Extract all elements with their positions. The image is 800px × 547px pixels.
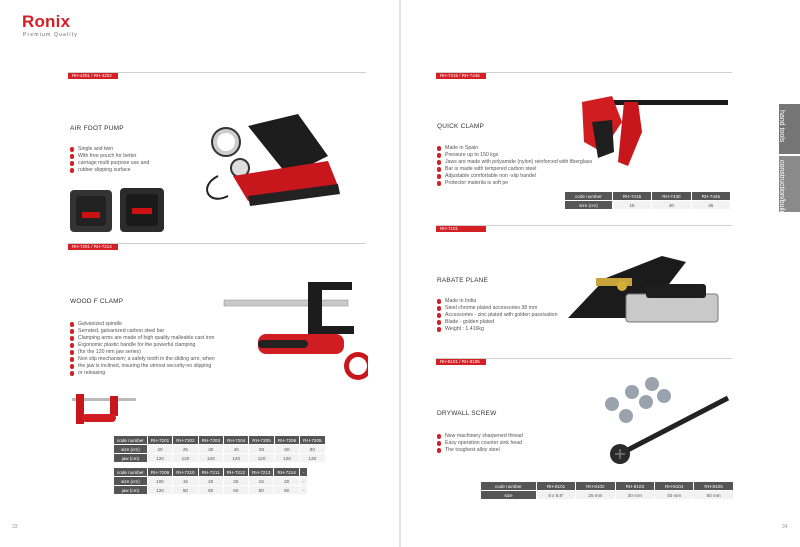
small-clamp-image	[70, 392, 140, 428]
table-cell: 120	[275, 454, 299, 462]
code-bar-quick-clamp	[436, 73, 486, 79]
brand-tagline: Premium Quality	[23, 32, 78, 38]
table-cell: RH-8102	[576, 482, 614, 490]
bullet-item: Adjustable comfortable non -slip handel	[437, 173, 592, 180]
table-cell: 15	[173, 477, 197, 485]
table-cell: 50	[173, 486, 197, 494]
bullet-item: Blade - golden plated	[437, 319, 557, 326]
table-cell: 40	[224, 445, 248, 453]
table-row	[114, 477, 307, 485]
table-header-row	[481, 482, 733, 490]
bullet-item: Bar is made with tempered carbon steel	[437, 166, 592, 173]
table-cell: 15	[613, 201, 651, 209]
bullet-item: Made in Spain	[437, 145, 592, 152]
table-cell: code number	[481, 482, 536, 490]
table-cell: 15	[249, 477, 273, 485]
bullets-wood-clamp	[70, 321, 215, 377]
title-air-foot-pump: AIR FOOT PUMP	[70, 125, 124, 132]
table-row	[114, 454, 325, 462]
table-header-row	[114, 436, 325, 444]
bullet-item: Made in India	[437, 298, 557, 305]
table-cell: 25	[173, 445, 197, 453]
table-cell: -	[300, 468, 308, 476]
wood-f-clamp-image	[218, 278, 368, 386]
code-bar-wood-clamp	[68, 244, 118, 250]
table-cell: 120	[148, 454, 172, 462]
table-cell: RH-7206	[275, 436, 299, 444]
table-cell: code number	[565, 192, 612, 200]
bullet-item: Ergonomic plastic handle for the powerful clamping	[70, 342, 215, 349]
table-cell: 80	[249, 486, 273, 494]
table-cell: 40 mm	[655, 491, 693, 499]
table-cell: code number	[114, 468, 147, 476]
air-foot-pump-image	[188, 106, 348, 216]
table-cell: 20	[199, 477, 223, 485]
bullet-item: the jaw is inclined, insuring the utmost security-no slipping	[70, 363, 215, 370]
bullet-item: Clamping arms are made of high quality malleable cast iron	[70, 335, 215, 342]
table-cell: RH-7214	[274, 468, 298, 476]
quick-clamp-spec-table	[564, 191, 731, 210]
table-cell: RH-8101	[537, 482, 575, 490]
page-number-right: 34	[782, 524, 788, 530]
table-row	[565, 201, 730, 209]
table-cell: size	[481, 491, 536, 499]
bullet-item: Single and twin	[70, 146, 149, 153]
bullet-item: Accessories - zinc plated with golden passivation	[437, 312, 557, 319]
bullets-drywall-screw	[437, 433, 523, 454]
table-header-row	[565, 192, 730, 200]
title-rabate-plane: RABATE PLANE	[437, 277, 489, 284]
brand-logo: Ronix	[22, 12, 71, 31]
bullet-item: Easy operation counter sink head	[437, 440, 523, 447]
table-cell: RH-7201	[148, 436, 172, 444]
wood-clamp-spec-table-2	[113, 467, 308, 495]
table-cell: RH-7210	[173, 468, 197, 476]
table-cell: 120	[148, 486, 172, 494]
bullet-item: Galvanized spindle	[70, 321, 215, 328]
bullet-item: Weight : 1.416kg	[437, 326, 557, 333]
bullets-rabate-plane	[437, 298, 557, 333]
table-cell: RH-7202	[173, 436, 197, 444]
table-cell: 8 x 5.8"	[537, 491, 575, 499]
table-cell: 25 mm	[576, 491, 614, 499]
wood-clamp-spec-table-1	[113, 435, 326, 463]
quick-clamp-image	[572, 92, 732, 172]
code-bar-text: RH-7201 / RH-7214	[72, 244, 112, 249]
table-cell: 120	[249, 454, 273, 462]
table-cell: size (cm)	[565, 201, 612, 209]
table-cell: 50	[224, 486, 248, 494]
page-gutter	[399, 0, 401, 547]
bullet-item: Serrated, galvanized carbon steel bar	[70, 328, 215, 335]
table-header-row	[114, 468, 307, 476]
code-bar-text: RH-8101 / RH-8105	[440, 359, 480, 364]
table-cell: -	[300, 486, 308, 494]
table-cell: RH-7204	[224, 436, 248, 444]
bullets-quick-clamp	[437, 145, 592, 187]
table-cell: size (cm)	[114, 477, 147, 485]
table-cell: 120	[224, 454, 248, 462]
bullets-air-pump	[70, 146, 149, 174]
table-cell: 120	[199, 454, 223, 462]
table-cell: RH-7212	[224, 468, 248, 476]
table-cell: 120	[173, 454, 197, 462]
table-cell: RH-7205	[300, 436, 324, 444]
side-tab-hand-tools[interactable]	[779, 104, 800, 154]
bullet-item: With free pouch for better	[70, 153, 149, 160]
bullet-item: The toughest alloy steel	[437, 447, 523, 454]
table-cell: code number	[114, 436, 147, 444]
bullet-item: New machinery sharpened thread	[437, 433, 523, 440]
drywall-screw-spec-table	[480, 481, 734, 500]
table-cell: RH-7206	[148, 468, 172, 476]
table-cell: -	[300, 477, 308, 485]
table-cell: 100	[148, 477, 172, 485]
table-cell: 60	[275, 445, 299, 453]
table-cell: 120	[300, 454, 324, 462]
bullet-item: Non slip mechanism; a safety tooth in the sliding arm, when	[70, 356, 215, 363]
code-bar-rabate-plane	[436, 226, 486, 232]
table-cell: 50	[199, 486, 223, 494]
table-cell: RH-7205	[249, 436, 273, 444]
bullet-item: Steel chrome plated accessories 38 mm	[437, 305, 557, 312]
table-row	[114, 486, 307, 494]
code-bar-drywall-screw	[436, 359, 486, 365]
table-cell: 80	[274, 486, 298, 494]
code-bar-air-pump	[68, 73, 118, 79]
table-cell: RH-8103	[616, 482, 654, 490]
table-cell: jaw (cm)	[114, 486, 147, 494]
title-quick-clamp: QUICK CLAMP	[437, 123, 484, 130]
table-cell: RH-7445	[692, 192, 730, 200]
bullet-item: Pressure up to 150 kgs	[437, 152, 592, 159]
table-cell: jaw (cm)	[114, 454, 147, 462]
table-cell: 30 mm	[616, 491, 654, 499]
code-bar-text: RH-7101	[440, 226, 459, 231]
side-tab-label: hand tools	[778, 110, 785, 143]
code-bar-text: RH-4201 / RH-4202	[72, 73, 112, 78]
table-cell: RH-7213	[249, 468, 273, 476]
bullet-item: carriage multi purpose use and	[70, 160, 149, 167]
code-bar-text: RH-7415 / RH-7445	[440, 73, 480, 78]
side-tab-construction-building[interactable]	[778, 156, 800, 224]
table-row	[481, 491, 733, 499]
table-cell: RH-7430	[652, 192, 690, 200]
table-cell: 80	[300, 445, 324, 453]
pump-pouch-image	[68, 186, 168, 234]
bullet-item: rubber slipping surface	[70, 167, 149, 174]
table-cell: 30	[199, 445, 223, 453]
page-number-left: 33	[12, 524, 18, 530]
title-drywall-screw: DRYWALL SCREW	[437, 410, 497, 417]
table-cell: RH-7203	[199, 436, 223, 444]
table-cell: RH-8104	[655, 482, 693, 490]
table-cell: 50 mm	[694, 491, 732, 499]
table-cell: 30	[652, 201, 690, 209]
table-row	[114, 445, 325, 453]
title-wood-f-clamp: WOOD F CLAMP	[70, 298, 124, 305]
table-cell: size (cm)	[114, 445, 147, 453]
bullet-item: or releasing	[70, 370, 215, 377]
table-cell: 50	[249, 445, 273, 453]
bullet-item: Jaws are made with polyamide (nylon) reinforced with fiberglass	[437, 159, 592, 166]
table-cell: RH-8105	[694, 482, 732, 490]
table-cell: 25	[224, 477, 248, 485]
rabate-plane-image	[566, 248, 726, 333]
drywall-screws-image	[598, 372, 736, 472]
table-cell: 20	[148, 445, 172, 453]
table-cell: 45	[692, 201, 730, 209]
bullet-item: Protector materila is soft pe	[437, 180, 592, 187]
table-cell: RH-7415	[613, 192, 651, 200]
table-cell: RH-7211	[199, 468, 223, 476]
side-tab-label: construction/building	[778, 160, 785, 224]
table-cell: 20	[274, 477, 298, 485]
bullet-item: (for the 120 mm jaw series)	[70, 349, 215, 356]
